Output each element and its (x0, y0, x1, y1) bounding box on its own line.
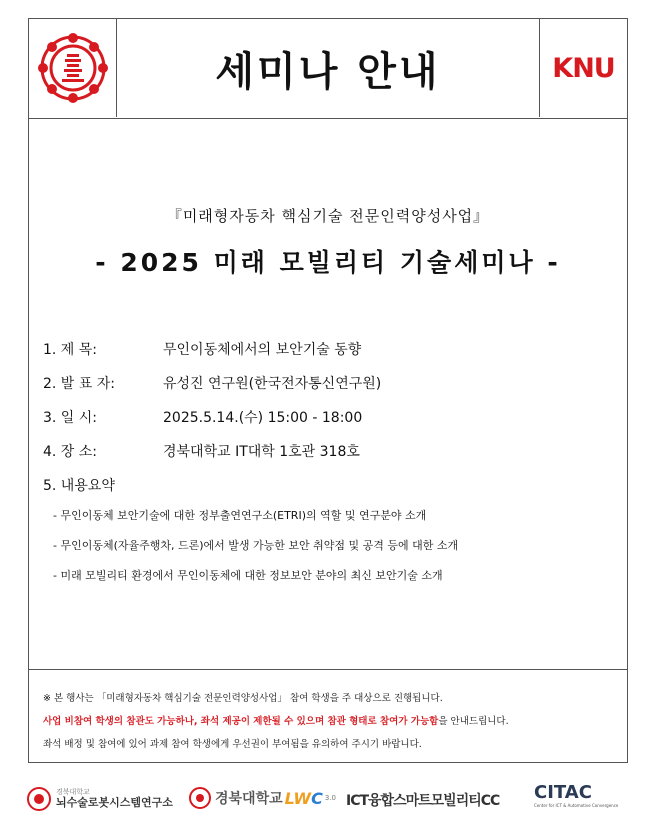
summary-bullet: - 무인이동체(자율주행차, 드론)에서 발생 가능한 보안 취약점 및 공격 등에 대한 소개 (53, 539, 459, 552)
detail-value: 유성진 연구원(한국전자통신연구원) (163, 376, 382, 392)
detail-summary-row (43, 475, 163, 495)
footer-logo2-lw: LW (284, 788, 312, 808)
footer-logo2-c: C (311, 788, 323, 808)
knu-logo: KNU (552, 52, 615, 84)
footer-logo1-main: 뇌수술로봇시스템연구소 (56, 795, 173, 809)
detail-value: 2025.5.14.(수) 15:00 - 18:00 (163, 410, 363, 426)
notice-box (29, 669, 627, 762)
footer-logo-lwc (188, 786, 336, 810)
footer-logo1-small: 경북대학교 (56, 788, 90, 797)
detail-label: 1. 제 목: (43, 342, 98, 358)
footer-logo3-main: ICT융합스마트모빌리티CC (346, 793, 500, 809)
notice-line-3: 좌석 배정 및 참여에 있어 과제 참여 학생에게 우선권이 부여됨을 유의하여 주시기 바랍니다. (43, 739, 422, 750)
footer-logo2-ver: 3.0 (324, 794, 336, 802)
seminar-title: - 2025 미래 모빌리티 기술세미나 - (95, 248, 561, 277)
detail-label: 4. 장 소: (43, 444, 98, 460)
knu-emblem-small-icon (26, 786, 52, 812)
page-title: 세미나 안내 (215, 48, 441, 95)
detail-title-row (43, 339, 361, 359)
knu-emblem-icon (37, 32, 109, 104)
project-subtitle: 『미래형자동차 핵심기술 전문인력양성사업』 (166, 207, 490, 225)
detail-datetime-row (43, 407, 362, 427)
detail-label: 2. 발 표 자: (43, 376, 115, 392)
detail-label: 5. 내용요약 (43, 478, 115, 494)
detail-value: 경북대학교 IT대학 1호관 318호 (163, 444, 360, 460)
footer-logo-citac (534, 784, 618, 808)
notice-line-2 (43, 713, 509, 727)
footer-logos (0, 778, 660, 823)
summary-bullet: - 미래 모빌리티 환경에서 무인이동체에 대한 정보보안 분야의 최신 보안기술 소개 (53, 569, 443, 582)
footer-logo4-sub: Center for ICT & Automotive Convergence (534, 803, 619, 808)
notice-red-text: 사업 비참여 학생의 참관도 가능하나, 좌석 제공이 제한될 수 있으며 참관 형태로 참여가 가능함 (43, 716, 439, 727)
detail-location-row (43, 441, 360, 461)
footer-logo2-main: 경북대학교 (215, 791, 283, 807)
header-left-cell (29, 19, 117, 117)
detail-presenter-row (43, 373, 381, 393)
knu-emblem-small-icon (188, 786, 212, 810)
footer-logo-ict-cc (346, 790, 499, 810)
summary-bullet: - 무인이동체 보안기술에 대한 정부출연연구소(ETRI)의 역할 및 연구분야 소개 (53, 509, 427, 522)
detail-value: 무인이동체에서의 보안기술 동향 (163, 342, 362, 358)
notice-tail-text: 을 안내드립니다. (438, 716, 509, 727)
header (29, 19, 627, 119)
detail-label: 3. 일 시: (43, 410, 98, 426)
header-right-cell (539, 19, 627, 117)
poster-frame (28, 18, 628, 763)
notice-line-1: ※ 본 행사는 「미래형자동차 핵심기술 전문인력양성사업」 참여 학생을 주 대상으로 진행됩니다. (43, 693, 443, 704)
footer-logo4-main: CITAC (534, 782, 592, 803)
footer-logo-robot-lab (26, 786, 173, 812)
